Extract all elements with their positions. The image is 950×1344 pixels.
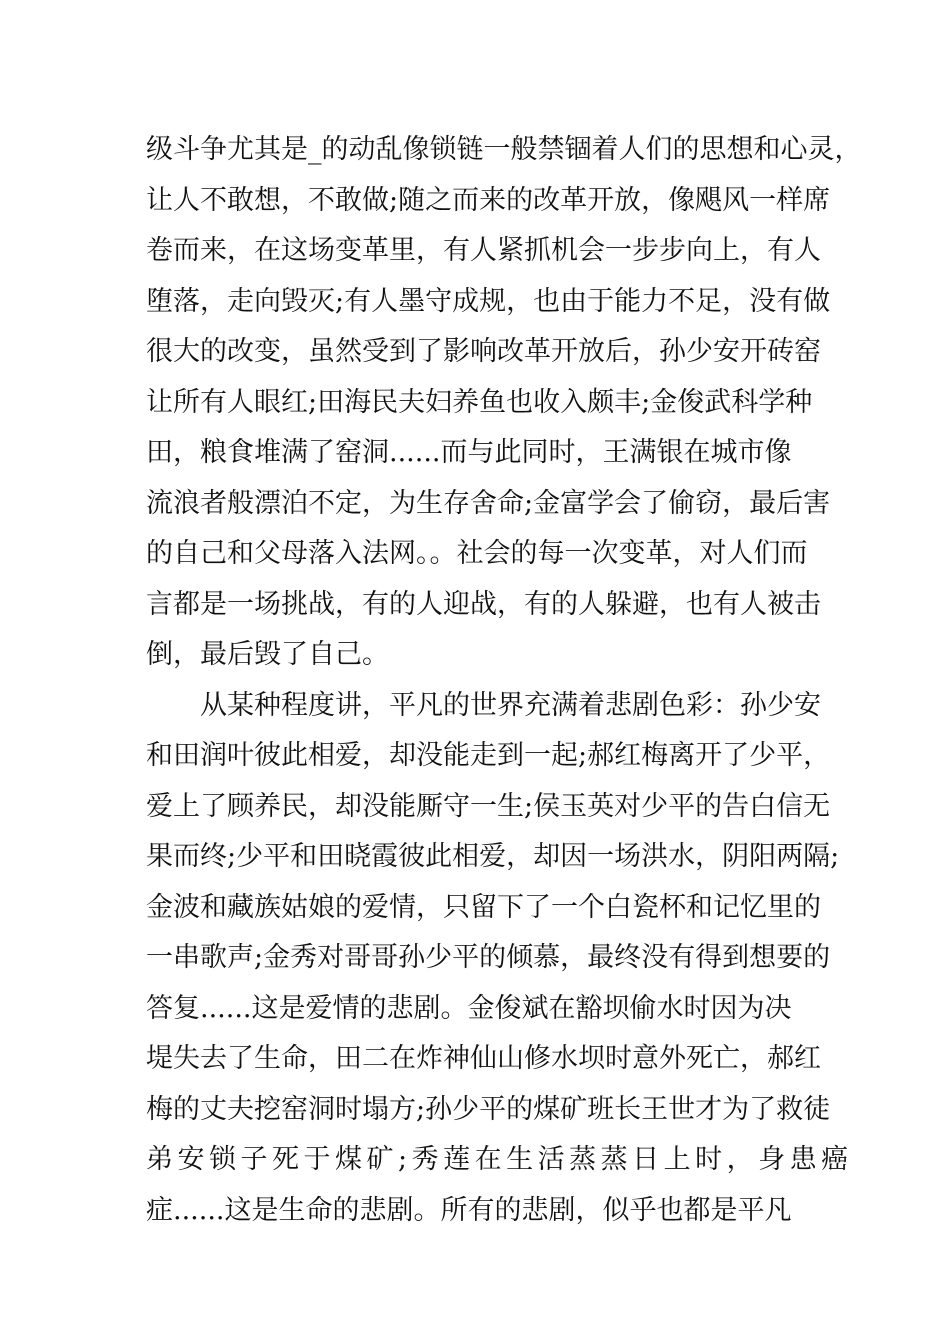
text-line: 让人不敢想，不敢做;随之而来的改革开放，像飓风一样席 bbox=[146, 184, 831, 216]
text-line: 一串歌声;金秀对哥哥孙少平的倾慕，最终没有得到想要的 bbox=[146, 942, 831, 973]
text-line: 弟安锁子死于煤矿;秀莲在生活蒸蒸日上时，身患癌 bbox=[146, 1144, 853, 1175]
text-line: 堤失去了生命，田二在炸神仙山修水坝时意外死亡，郝红 bbox=[146, 1043, 821, 1074]
text-line: 流浪者般漂泊不定，为生存舍命;金富学会了偷窃，最后害 bbox=[146, 487, 831, 519]
text-line: 很大的改变，虽然受到了影响改革开放后，孙少安开砖窑 bbox=[146, 336, 821, 367]
text-line: 从某种程度讲，平凡的世界充满着悲剧色彩：孙少安 bbox=[200, 689, 821, 721]
text-line: 金波和藏族姑娘的爱情，只留下了一个白瓷杯和记忆里的 bbox=[146, 891, 821, 923]
text-line: 卷而来，在这场变革里，有人紧抓机会一步步向上，有人 bbox=[146, 235, 821, 266]
text-line: 言都是一场挑战，有的人迎战，有的人躲避，也有人被击 bbox=[146, 588, 821, 620]
text-line: 和田润叶彼此相爱，却没能走到一起;郝红梅离开了少平， bbox=[146, 740, 831, 771]
text-line: 田，粮食堆满了窑洞......而与此同时，王满银在城市像 bbox=[146, 437, 792, 468]
text-line: 答复......这是爱情的悲剧。金俊斌在豁坝偷水时因为决 bbox=[146, 992, 792, 1024]
text-line: 爱上了顾养民，却没能厮守一生;侯玉英对少平的告白信无 bbox=[146, 790, 831, 822]
text-line: 果而终;少平和田晓霞彼此相爱，却因一场洪水，阴阳两隔; bbox=[146, 841, 840, 872]
text-line: 让所有人眼红;田海民夫妇养鱼也收入颇丰;金俊武科学种 bbox=[146, 386, 813, 418]
text-line: 级斗争尤其是_的动乱像锁链一般禁锢着人们的思想和心灵， bbox=[146, 134, 862, 165]
body-text bbox=[146, 125, 862, 1236]
text-line: 堕落，走向毁灭;有人墨守成规，也由于能力不足，没有做 bbox=[146, 285, 831, 317]
text-line: 梅的丈夫挖窑洞时塌方;孙少平的煤矿班长王世才为了救徒 bbox=[146, 1093, 831, 1125]
text-line: 的自己和父母落入法网。。社会的每一次变革，对人们而 bbox=[146, 538, 808, 569]
text-line: 倒，最后毁了自己。 bbox=[146, 639, 389, 670]
text-line: 症......这是生命的悲剧。所有的悲剧，似乎也都是平凡 bbox=[146, 1194, 792, 1226]
